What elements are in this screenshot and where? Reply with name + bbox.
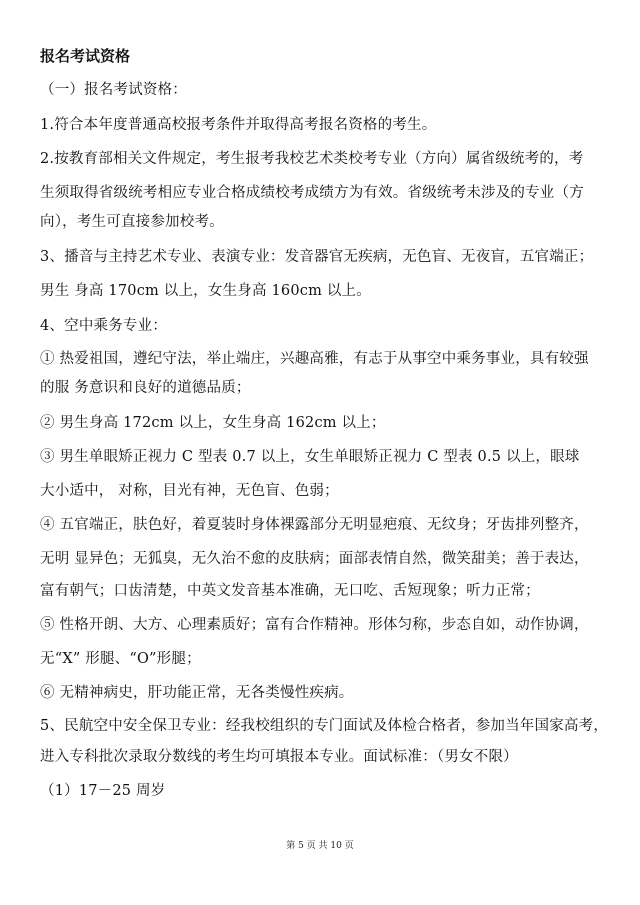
text-line: ⑥ 无精神病史，肝功能正常，无各类慢性疾病。 bbox=[40, 685, 354, 701]
text-line: 2.按教育部相关文件规定，考生报考我校艺术类校考专业（方向）属省级统考的，考 bbox=[40, 151, 584, 167]
text-line: ① 热爱祖国，遵纪守法，举止端庄，兴趣高雅，有志于从事空中乘务事业，具有较强 bbox=[40, 351, 589, 367]
text-line: 富有朝气；口齿清楚，中英文发音基本准确，无口吃、舌短现象；听力正常； bbox=[40, 583, 540, 599]
text-line: 4、空中乘务专业： bbox=[40, 318, 168, 334]
text-line: 1.符合本年度普通高校报考条件并取得高考报名资格的考生。 bbox=[40, 117, 437, 133]
text-line: 3、播音与主持艺术专业、表演专业：发音器官无疾病，无色盲、无夜盲，五官端正； bbox=[40, 249, 594, 265]
text-line: 无明 显异色；无狐臭，无久治不愈的皮肤病；面部表情自然，微笑甜美；善于表达， bbox=[40, 551, 589, 567]
text-line: 生须取得省级统考相应专业合格成绩校考成绩方为有效。省级统考未涉及的专业（方 bbox=[40, 185, 584, 201]
text-line: 5、民航空中安全保卫专业：经我校组织的专门面试及体检合格者，参加当年国家高考， bbox=[40, 718, 609, 734]
text-line: 男生 身高 170cm 以上，女生身高 160cm 以上。 bbox=[40, 283, 371, 299]
text-line: 向），考生可直接参加校考。 bbox=[40, 214, 224, 230]
page-number-footer: 第 5 页 共 10 页 bbox=[286, 841, 354, 851]
text-line: （1）17－25 周岁 bbox=[40, 783, 166, 799]
text-line: 的服 务意识和良好的道德品质； bbox=[40, 380, 251, 396]
text-line: 无“X” 形腿、“O”形腿； bbox=[40, 651, 201, 667]
section-title: 报名考试资格 bbox=[40, 47, 131, 65]
text-line: 大小适中， 对称，目光有神，无色盲、色弱； bbox=[40, 483, 339, 499]
text-line: （一）报名考试资格： bbox=[40, 82, 187, 98]
text-line: ③ 男生单眼矫正视力 C 型表 0.7 以上，女生单眼矫正视力 C 型表 0.5 以上，眼球 bbox=[40, 449, 580, 465]
text-line: 进入专科批次录取分数线的考生均可填报本专业。面试标准：（男女不限） bbox=[40, 749, 518, 765]
text-line: ② 男生身高 172cm 以上，女生身高 162cm 以上； bbox=[40, 415, 386, 431]
text-line: ④ 五官端正，肤色好，着夏装时身体裸露部分无明显疤痕、无纹身；牙齿排列整齐， bbox=[40, 517, 589, 533]
text-line: ⑤ 性格开朗、大方、心理素质好；富有合作精神。形体匀称，步态自如，动作协调， bbox=[40, 617, 589, 633]
